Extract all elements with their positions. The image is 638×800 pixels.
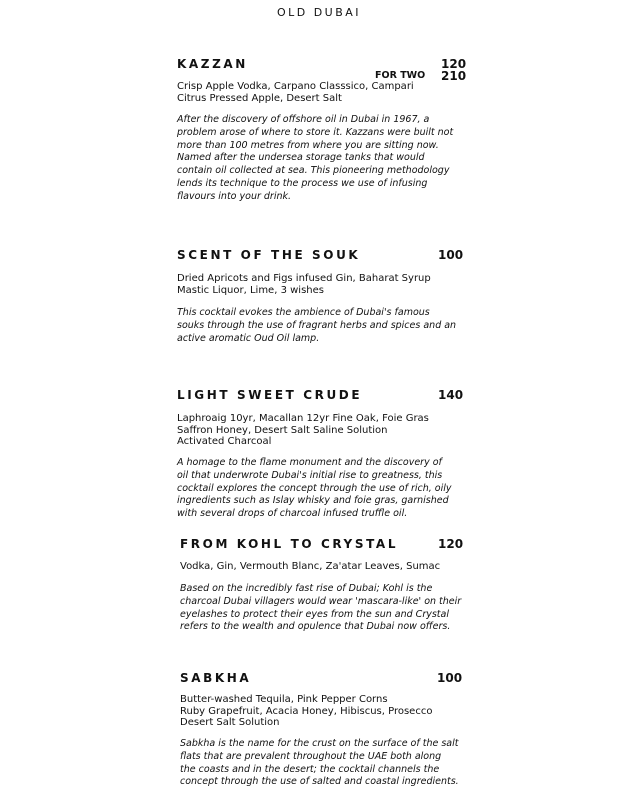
ingredient-line: Laphroaig 10yr, Macallan 12yr Fine Oak, Foie Gras <box>177 413 429 424</box>
ingredient-line: Vodka, Gin, Vermouth Blanc, Za'atar Leaves, Sumac <box>180 561 441 572</box>
description-line: charcoal Dubai villagers would wear 'mascara-like' on their <box>180 595 462 607</box>
description-line: cocktail explores the concept through the use of rich, oily <box>177 482 452 494</box>
ingredient-line: Citrus Pressed Apple, Desert Salt <box>177 92 342 104</box>
menu-item-from-kohl-to-crystal <box>180 537 480 637</box>
item-ingredients <box>180 694 480 729</box>
item-description <box>180 738 480 789</box>
description-line: with several drops of charcoal infused truffle oil. <box>177 508 408 520</box>
menu-section-title: OLD DUBAI <box>276 6 362 19</box>
description-line: contain oil collected at sea. This pioneering methodology <box>177 165 450 177</box>
description-line: After the discovery of offshore oil in Dubai in 1967, a <box>177 114 430 125</box>
description-line: A homage to the flame monument and the discovery of <box>177 457 442 468</box>
description-line: active aromatic Oud Oil lamp. <box>177 332 320 344</box>
description-line: souks through the use of fragrant herbs and spices and an <box>177 319 457 331</box>
ingredient-line: Dried Apricots and Figs infused Gin, Baharat Syrup <box>177 273 431 284</box>
ingredient-line: Activated Charcoal <box>177 436 272 447</box>
item-price-for-two: 210 <box>441 69 467 83</box>
item-price: 120 <box>438 537 464 551</box>
description-line: Based on the incredibly fast rise of Dubai; Kohl is the <box>180 583 433 594</box>
description-line: oil that underwrote Dubai's initial rise to greatness, this <box>177 469 443 481</box>
description-line: flavours into your drink. <box>177 190 292 202</box>
item-ingredients <box>177 273 477 296</box>
menu-item-kazzan <box>177 57 477 207</box>
item-price: 100 <box>438 248 464 262</box>
item-name: LIGHT SWEET CRUDE <box>177 388 363 402</box>
item-price-for-two-label: FOR TWO <box>375 70 426 81</box>
item-name: SCENT OF THE SOUK <box>177 248 361 262</box>
item-ingredients <box>180 561 480 573</box>
item-ingredients <box>177 81 477 104</box>
description-line: lends its technique to the process we use of infusing <box>177 177 428 189</box>
item-name: FROM KOHL TO CRYSTAL <box>180 537 399 551</box>
menu-item-sabkha <box>180 671 480 796</box>
description-line: ingredients such as Islay whisky and foie gras, garnished <box>177 495 449 507</box>
description-line: This cocktail evokes the ambience of Dubai's famous <box>177 307 430 318</box>
item-price: 100 <box>437 671 463 685</box>
description-line: refers to the wealth and opulence that Dubai now offers. <box>180 621 451 633</box>
item-description <box>177 457 477 521</box>
item-description <box>177 114 477 204</box>
description-line: flats that are prevalent throughout the UAE both along <box>180 750 442 762</box>
description-line: eyelashes to protect their eyes from the sun and Crystal <box>180 608 449 620</box>
menu-item-light-sweet-crude <box>177 388 477 523</box>
item-price: 120 <box>441 57 467 71</box>
item-price: 140 <box>438 388 464 402</box>
ingredient-line: Saffron Honey, Desert Salt Saline Solution <box>177 424 388 436</box>
item-name: SABKHA <box>180 671 252 685</box>
description-line: Sabkha is the name for the crust on the surface of the salt <box>180 738 459 749</box>
menu-item-scent-of-the-souk <box>177 248 477 348</box>
ingredient-line: Desert Salt Solution <box>180 717 280 728</box>
ingredient-line: Crisp Apple Vodka, Carpano Classsico, Campari <box>177 81 414 92</box>
ingredient-line: Ruby Grapefruit, Acacia Honey, Hibiscus, Prosecco <box>180 705 433 717</box>
ingredient-line: Butter-washed Tequila, Pink Pepper Corns <box>180 694 388 705</box>
description-line: concept through the use of salted and coastal ingredients. <box>180 776 459 788</box>
description-line: problem arose of where to store it. Kazzans were built not <box>177 126 454 138</box>
description-line: the coasts and in the desert; the cocktail channels the <box>180 763 440 775</box>
item-ingredients <box>177 413 477 448</box>
description-line: more than 100 metres from where you are sitting now. <box>177 139 439 151</box>
item-description <box>177 307 477 345</box>
item-name: KAZZAN <box>177 57 248 71</box>
item-description <box>180 583 480 634</box>
description-line: Named after the undersea storage tanks that would <box>177 152 425 164</box>
ingredient-line: Mastic Liquor, Lime, 3 wishes <box>177 284 324 296</box>
